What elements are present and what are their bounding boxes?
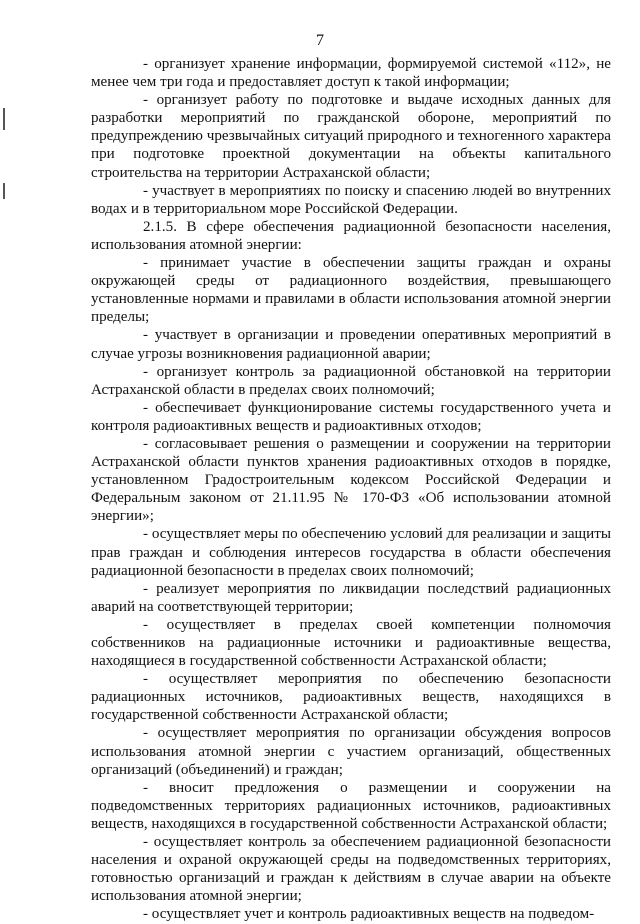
scan-edge-mark [3,108,5,130]
paragraph: - реализует мероприятия по ликвидации последствий радиационных аварий на соответствующей территории; [91,580,611,615]
paragraph: - организует контроль за радиационной обстановкой на территории Астраханской области в пределах своих полномочий; [91,363,611,398]
paragraph: - осуществляет учет и контроль радиоактивных веществ на подведом- [143,906,595,923]
paragraph: - организует работу по подготовке и выдаче исходных данных для разработки мероприятий по гражданской обороне, мероприятий по предупреждению чрезвычайных ситуаций природного и техногенного характера при подготовке проектной документации на объекты капитального строительства на территории Астраханской области; [91,92,611,181]
page-number: 7 [316,32,324,49]
paragraph: - осуществляет мероприятия по обеспечению безопасности радиационных источников, радиоактивных веществ, находящихся в государственной собственности Астраханской области; [91,671,611,724]
paragraph: - осуществляет контроль за обеспечением радиационной безопасности населения и охраной окружающей среды на подведомственных территориях, готовностью организаций и граждан к действиям в случае аварии на объекте использования атомной энергии; [91,834,611,905]
scan-edge-mark [3,183,5,199]
document-body [91,55,611,924]
paragraph: - принимает участие в обеспечении защиты граждан и охраны окружающей среды от радиационного воздействия, превышающего установленные нормами и правилами в области использования атомной энергии пределы; [91,255,611,326]
paragraph: - осуществляет мероприятия по организации обсуждения вопросов использования атомной энергии с участием организаций, общественных организаций (объединений) и граждан; [91,725,611,778]
paragraph: - осуществляет в пределах своей компетенции полномочия собственников на радиационные источники и радиоактивные вещества, находящиеся в государственной собственности Астраханской области; [91,616,611,670]
paragraph: - вносит предложения о размещении и сооружении на подведомственных территориях радиационных источников, радиоактивных веществ, находящихся в государственной собственности Астраханской области; [91,779,611,832]
paragraph: - участвует в мероприятиях по поиску и спасению людей во внутренних водах и в территориальном море Российской Федерации. [91,182,611,217]
paragraph: - осуществляет меры по обеспечению условий для реализации и защиты прав граждан и соблюдения интересов государства в области обеспечения радиационной безопасности в пределах своих полномочий; [91,526,611,579]
section-heading: 2.1.5. В сфере обеспечения радиационной безопасности населения, использования атомной энергии: [91,218,611,253]
paragraph: - организует хранение информации, формируемой системой «112», не менее чем три года и предоставляет доступ к такой информации; [91,56,611,91]
paragraph: - согласовывает решения о размещении и сооружении на территории Астраханской области пунктов хранения радиоактивных отходов в порядке, установленном Градостроительным кодексом Российской Федерации и Федеральным законом от 21.11.95 № 170-ФЗ «Об использовании атомной энергии»; [91,435,611,525]
paragraph: - обеспечивает функционирование системы государственного учета и контроля радиоактивных веществ и радиоактивных отходов; [91,399,611,434]
paragraph: - участвует в организации и проведении оперативных мероприятий в случае угрозы возникновения радиационной аварии; [91,327,611,362]
